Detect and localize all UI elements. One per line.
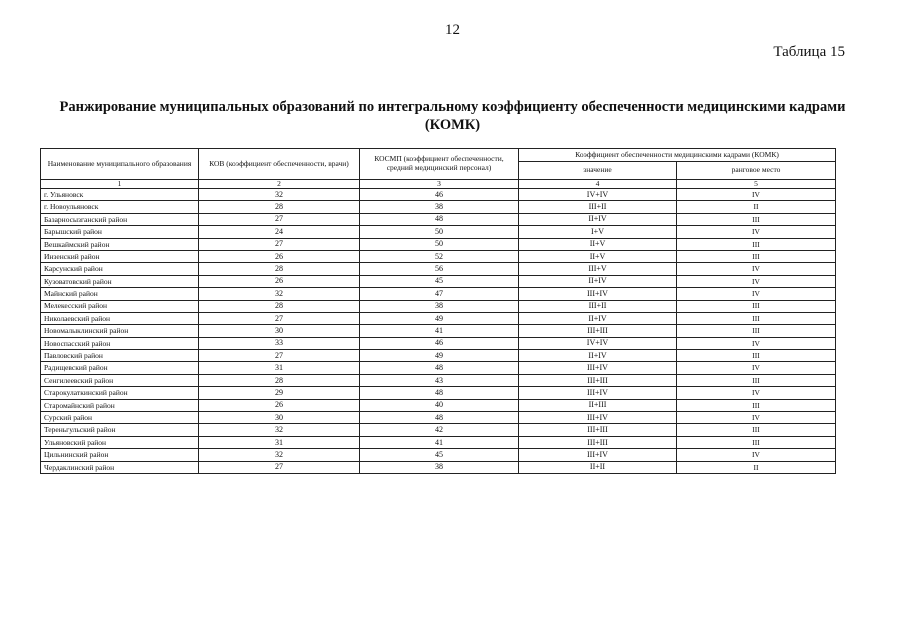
kosmp-value: 45 <box>360 449 519 461</box>
table-row <box>41 250 836 262</box>
rank-place: III <box>677 238 836 250</box>
komk-value: II+IV <box>519 312 677 324</box>
column-number: 1 <box>41 180 199 189</box>
kosmp-value: 40 <box>360 399 519 411</box>
kosmp-value: 52 <box>360 250 519 262</box>
komk-value: II+IV <box>519 275 677 287</box>
municipality-name: Чердаклинский район <box>41 461 199 473</box>
komk-value: III+IV <box>519 288 677 300</box>
rank-place: III <box>677 399 836 411</box>
kosmp-value: 48 <box>360 387 519 399</box>
kov-value: 27 <box>199 350 360 362</box>
municipality-name: Сенгилеевский район <box>41 374 199 386</box>
komk-value: II+IV <box>519 213 677 225</box>
table-row <box>41 275 836 287</box>
ranking-table <box>40 148 836 474</box>
municipality-name: Вешкаймский район <box>41 238 199 250</box>
rank-place: III <box>677 350 836 362</box>
kov-value: 26 <box>199 275 360 287</box>
rank-place: IV <box>677 387 836 399</box>
kov-value: 30 <box>199 412 360 424</box>
komk-value: II+II <box>519 461 677 473</box>
table-row <box>41 226 836 238</box>
rank-place: IV <box>677 263 836 275</box>
table-row <box>41 374 836 386</box>
kov-value: 24 <box>199 226 360 238</box>
rank-place: III <box>677 300 836 312</box>
kosmp-value: 50 <box>360 238 519 250</box>
table-row <box>41 424 836 436</box>
kosmp-value: 48 <box>360 412 519 424</box>
kosmp-value: 41 <box>360 436 519 448</box>
kov-value: 27 <box>199 312 360 324</box>
table-row <box>41 300 836 312</box>
municipality-name: Тереньгульский район <box>41 424 199 436</box>
komk-value: II+IV <box>519 350 677 362</box>
column-number: 4 <box>519 180 677 189</box>
header-value: значение <box>519 162 677 180</box>
komk-value: IV+IV <box>519 189 677 201</box>
municipality-name: Барышский район <box>41 226 199 238</box>
table-row <box>41 312 836 324</box>
komk-value: III+IV <box>519 412 677 424</box>
page-number: 12 <box>445 22 460 38</box>
rank-place: IV <box>677 189 836 201</box>
rank-place: II <box>677 461 836 473</box>
komk-value: III+II <box>519 201 677 213</box>
municipality-name: г. Ульяновск <box>41 189 199 201</box>
municipality-name: г. Новоульяновск <box>41 201 199 213</box>
table-row <box>41 189 836 201</box>
komk-value: II+V <box>519 250 677 262</box>
municipality-name: Кузоватовский район <box>41 275 199 287</box>
municipality-name: Сурский район <box>41 412 199 424</box>
kov-value: 32 <box>199 288 360 300</box>
municipality-name: Новомалыклинский район <box>41 325 199 337</box>
kov-value: 28 <box>199 263 360 275</box>
table-row <box>41 325 836 337</box>
column-number: 3 <box>360 180 519 189</box>
komk-value: III+III <box>519 436 677 448</box>
kosmp-value: 48 <box>360 362 519 374</box>
rank-place: III <box>677 436 836 448</box>
kov-value: 26 <box>199 399 360 411</box>
kosmp-value: 42 <box>360 424 519 436</box>
municipality-name: Инзенский район <box>41 250 199 262</box>
kosmp-value: 49 <box>360 350 519 362</box>
municipality-name: Николаевский район <box>41 312 199 324</box>
kov-value: 27 <box>199 461 360 473</box>
kosmp-value: 45 <box>360 275 519 287</box>
table-body <box>41 189 836 474</box>
kosmp-value: 46 <box>360 337 519 349</box>
header-kov: КОВ (коэффициент обеспеченности, врачи) <box>199 149 360 180</box>
rank-place: III <box>677 374 836 386</box>
rank-place: III <box>677 325 836 337</box>
document-title: Ранжирование муниципальных образований по интегральному коэффициенту обеспеченности медицинскими кадрами (КОМК) <box>59 99 846 133</box>
table-row <box>41 449 836 461</box>
rank-place: IV <box>677 412 836 424</box>
column-number: 5 <box>677 180 836 189</box>
header-komk-group: Коэффициент обеспеченности медицинскими кадрами (КОМК) <box>519 149 836 162</box>
rank-place: III <box>677 250 836 262</box>
table-row <box>41 350 836 362</box>
kov-value: 28 <box>199 374 360 386</box>
table-row <box>41 263 836 275</box>
municipality-name: Старокулаткинский район <box>41 387 199 399</box>
rank-place: IV <box>677 449 836 461</box>
municipality-name: Цильнинский район <box>41 449 199 461</box>
komk-value: II+III <box>519 399 677 411</box>
header-municipality: Наименование муниципального образования <box>41 149 199 180</box>
table-row <box>41 362 836 374</box>
kosmp-value: 48 <box>360 213 519 225</box>
table-row <box>41 288 836 300</box>
header-kosmp: КОСМП (коэффициент обеспеченности, средний медицинский персонал) <box>360 149 519 180</box>
kosmp-value: 38 <box>360 201 519 213</box>
komk-value: III+II <box>519 300 677 312</box>
komk-value: II+V <box>519 238 677 250</box>
komk-value: III+IV <box>519 387 677 399</box>
komk-value: III+IV <box>519 449 677 461</box>
rank-place: III <box>677 424 836 436</box>
kov-value: 28 <box>199 300 360 312</box>
table-row <box>41 387 836 399</box>
rank-place: III <box>677 312 836 324</box>
rank-place: IV <box>677 288 836 300</box>
kov-value: 27 <box>199 213 360 225</box>
municipality-name: Базарносызганский район <box>41 213 199 225</box>
kov-value: 33 <box>199 337 360 349</box>
rank-place: IV <box>677 226 836 238</box>
komk-value: III+III <box>519 325 677 337</box>
municipality-name: Мелекесский район <box>41 300 199 312</box>
komk-value: III+IV <box>519 362 677 374</box>
kov-value: 28 <box>199 201 360 213</box>
rank-place: IV <box>677 362 836 374</box>
kov-value: 31 <box>199 362 360 374</box>
kosmp-value: 49 <box>360 312 519 324</box>
municipality-name: Павловский район <box>41 350 199 362</box>
rank-place: III <box>677 213 836 225</box>
municipality-name: Майнский район <box>41 288 199 300</box>
table-row <box>41 213 836 225</box>
kosmp-value: 43 <box>360 374 519 386</box>
municipality-name: Старомайнский район <box>41 399 199 411</box>
kov-value: 27 <box>199 238 360 250</box>
header-rank: ранговое место <box>677 162 836 180</box>
kov-value: 32 <box>199 189 360 201</box>
kov-value: 29 <box>199 387 360 399</box>
table-row <box>41 436 836 448</box>
kov-value: 32 <box>199 449 360 461</box>
kosmp-value: 38 <box>360 300 519 312</box>
municipality-name: Новоспасский район <box>41 337 199 349</box>
komk-value: IV+IV <box>519 337 677 349</box>
kov-value: 32 <box>199 424 360 436</box>
kosmp-value: 38 <box>360 461 519 473</box>
municipality-name: Ульяновский район <box>41 436 199 448</box>
kov-value: 30 <box>199 325 360 337</box>
kov-value: 26 <box>199 250 360 262</box>
table-row <box>41 461 836 473</box>
table-row <box>41 399 836 411</box>
kosmp-value: 46 <box>360 189 519 201</box>
kov-value: 31 <box>199 436 360 448</box>
table-row <box>41 201 836 213</box>
table-row <box>41 412 836 424</box>
komk-value: I+V <box>519 226 677 238</box>
komk-value: III+III <box>519 374 677 386</box>
komk-value: III+V <box>519 263 677 275</box>
kosmp-value: 41 <box>360 325 519 337</box>
table-label: Таблица 15 <box>773 44 845 60</box>
column-number: 2 <box>199 180 360 189</box>
table-row <box>41 337 836 349</box>
komk-value: III+III <box>519 424 677 436</box>
table-row <box>41 238 836 250</box>
municipality-name: Карсунский район <box>41 263 199 275</box>
kosmp-value: 56 <box>360 263 519 275</box>
kosmp-value: 47 <box>360 288 519 300</box>
rank-place: IV <box>677 337 836 349</box>
municipality-name: Радищевский район <box>41 362 199 374</box>
kosmp-value: 50 <box>360 226 519 238</box>
rank-place: IV <box>677 275 836 287</box>
rank-place: II <box>677 201 836 213</box>
